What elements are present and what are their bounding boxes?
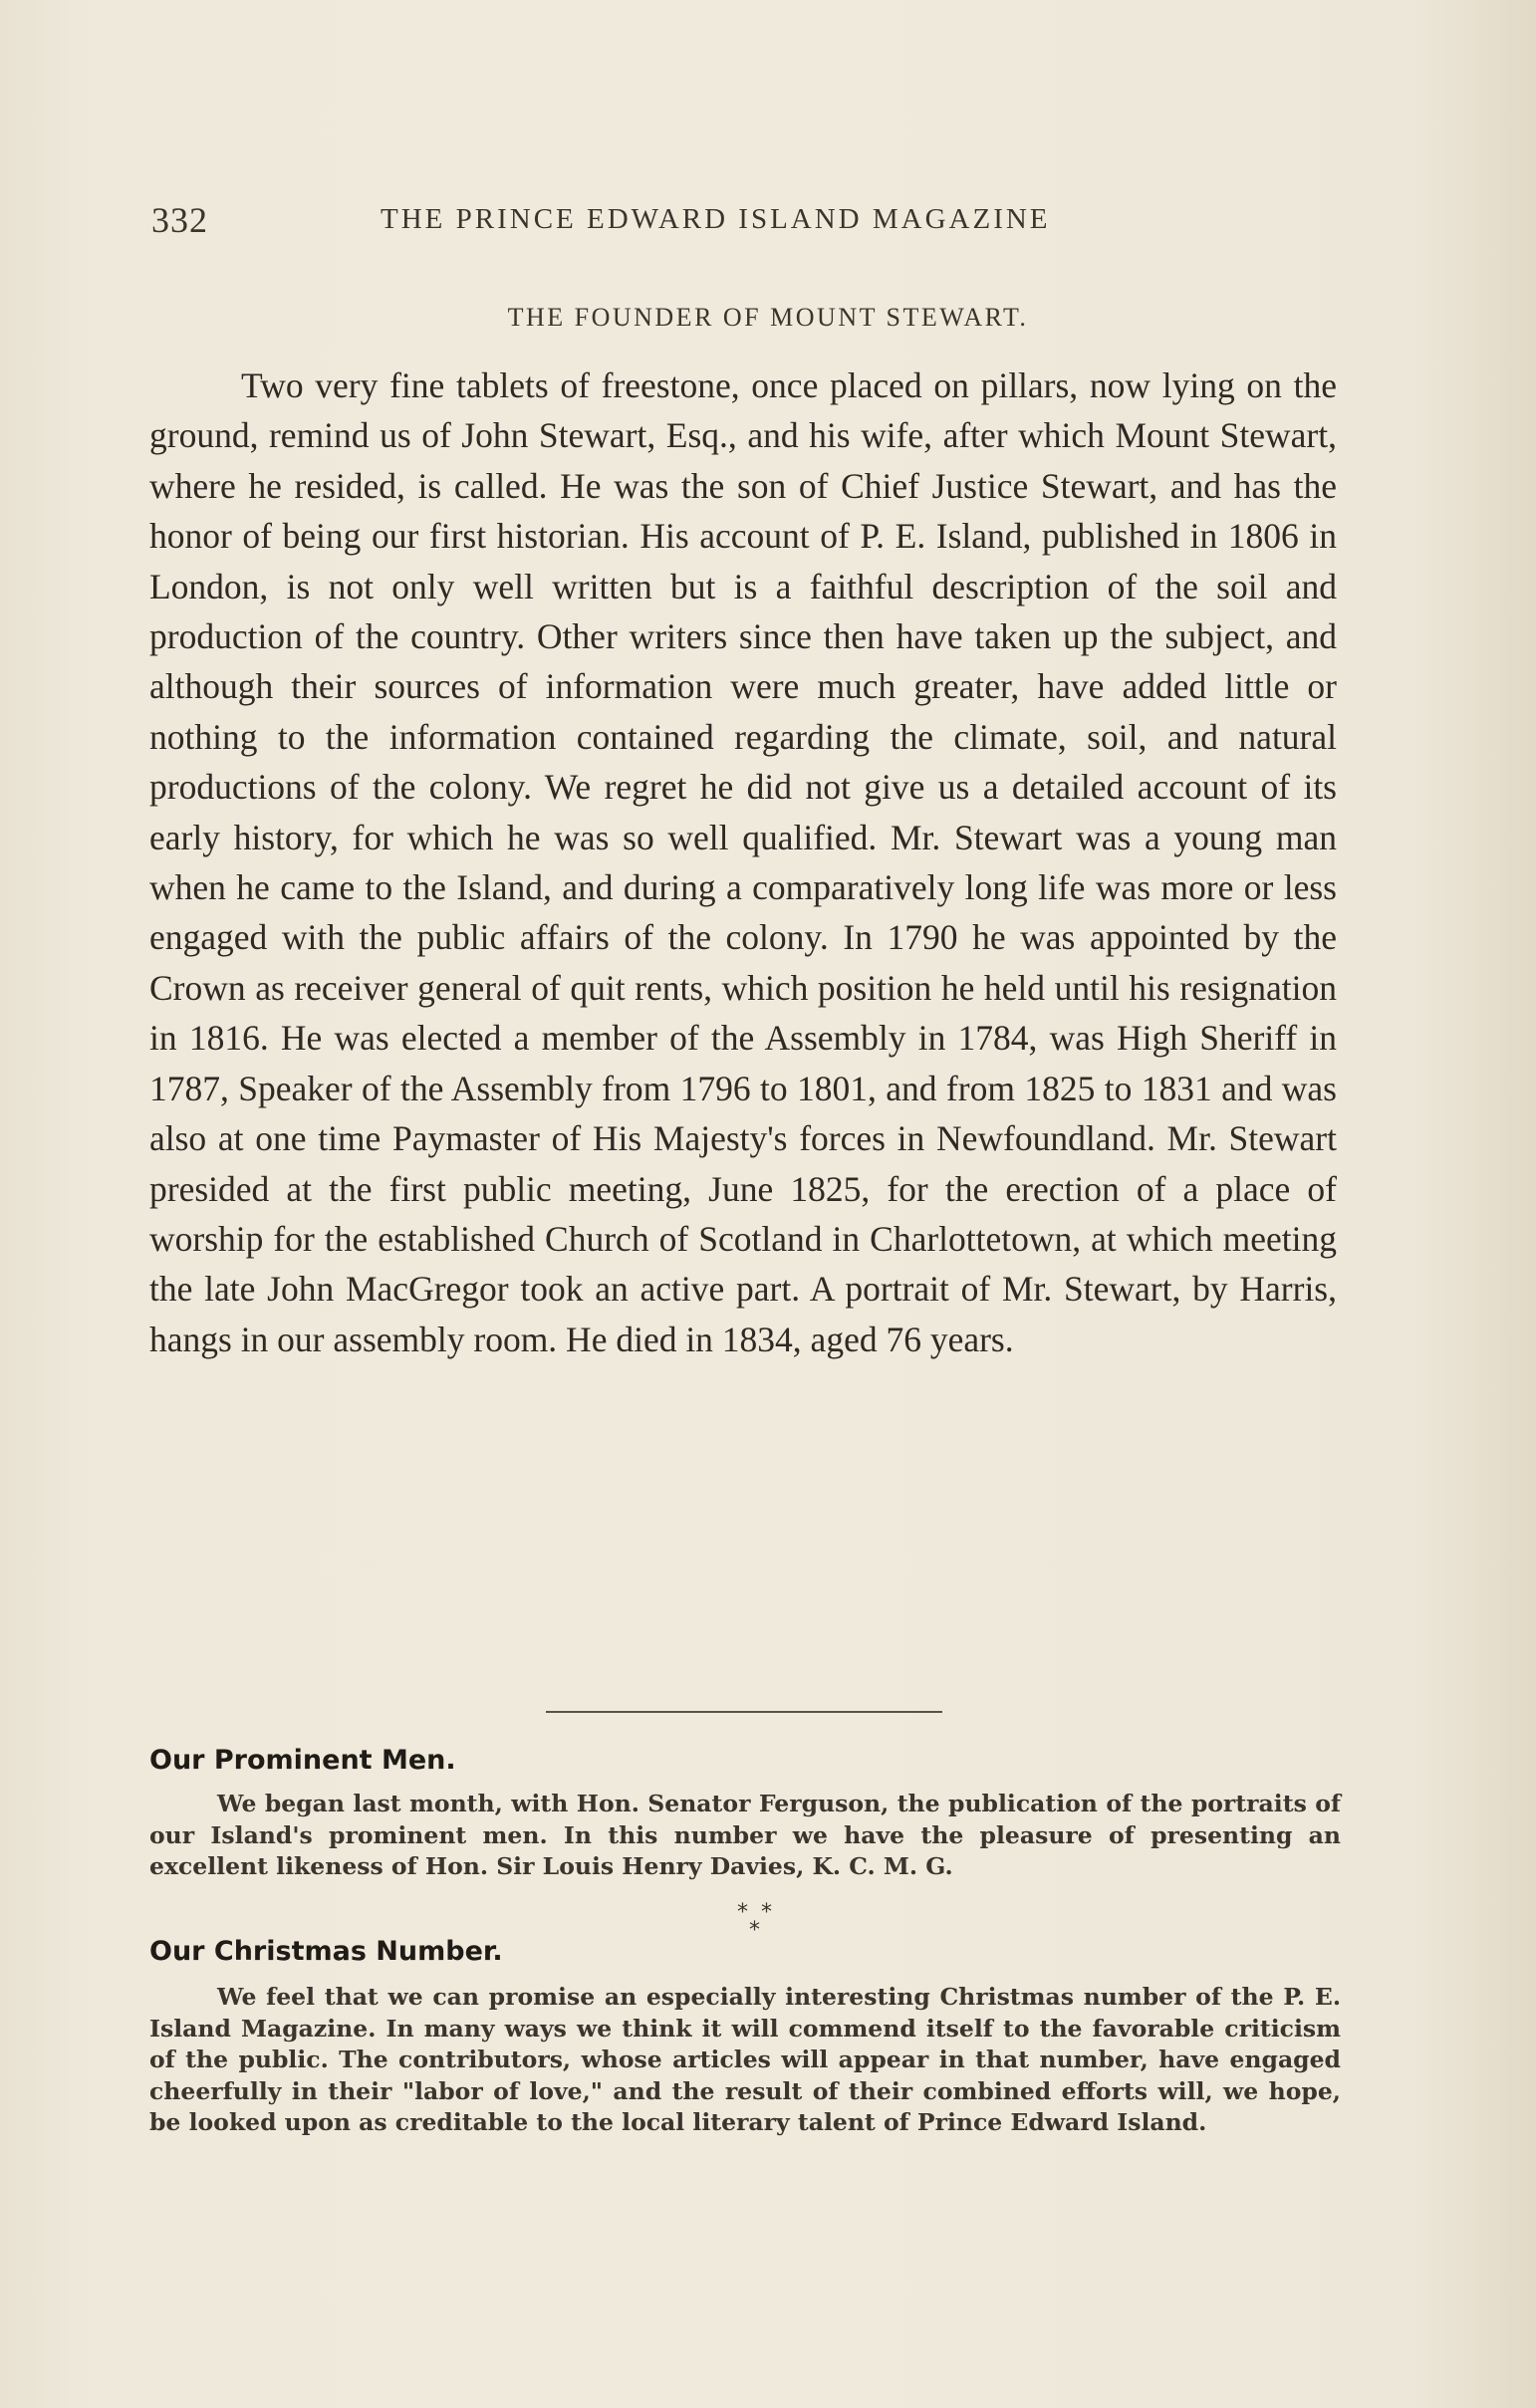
page-header [151,199,1337,259]
notice-heading-christmas-number: Our Christmas Number. [149,1936,503,1967]
article-body: Two very fine tablets of freestone, once placed on pillars, now lying on the ground, remind us of John Stewart, Esq., and his wife, after which Mount Stewart, where he resided, is called. He was the son of Chief Justice Stewart, and has the honor of being our first historian. His account of P. E. Island, published in 1806 in London, is not only well written but is a faithful description of the soil and production of the country. Other writers since then have taken up the subject, and although their sources of information were much greater, have added little or nothing to the information contained regarding the climate, soil, and natural productions of the colony. We regret he did not give us a detailed account of its early history, for which he was so well qualified. Mr. Stewart was a young man when he came to the Island, and during a comparatively long life was more or less engaged with the public affairs of the colony. In 1790 he was appointed by the Crown as receiver general of quit rents, which position he held until his resignation in 1816. He was elected a member of the Assembly in 1784, was High Sheriff in 1787, Speaker of the Assembly from 1796 to 1801, and from 1825 to 1831 and was also at one time Paymaster of His Majesty's forces in Newfoundland. Mr. Stewart presided at the first public meeting, June 1825, for the erection of a place of worship for the established Church of Scotland in Charlottetown, at which meeting the late John MacGregor took an active part. A portrait of Mr. Stewart, by Harris, hangs in our assembly room. He died in 1834, aged 76 years. [149,365,1337,1359]
asterism-separator [727,1900,787,1944]
page-number: 332 [151,200,208,240]
notice-heading-prominent-men: Our Prominent Men. [149,1745,456,1776]
running-title: THE PRINCE EDWARD ISLAND MAGAZINE [381,203,1051,235]
section-divider-rule [546,1711,942,1713]
asterism-star: * [761,1900,772,1925]
notice-body-prominent-men: We began last month, with Hon. Senator Ferguson, the publication of the portraits of our Island's prominent men. In this number we have the pleasure of presenting an excellent likeness of Hon. Sir Louis Henry Davies, K. C. M. G. [149,1790,1341,1880]
notice-body-christmas-number: We feel that we can promise an especially interesting Christmas number of the P. E. Island Magazine. In many ways we think it will commend itself to the favorable criticism of the public. The contributors, whose articles will appear in that number, have engaged cheerfully in their "labor of love," and the result of their combined efforts will, we hope, be looked upon as creditable to the local literary talent of Prince Edward Island. [149,1983,1341,2136]
asterism-star: * [737,1900,748,1925]
asterism-star: * [749,1918,760,1943]
article-title: THE FOUNDER OF MOUNT STEWART. [507,303,1029,332]
